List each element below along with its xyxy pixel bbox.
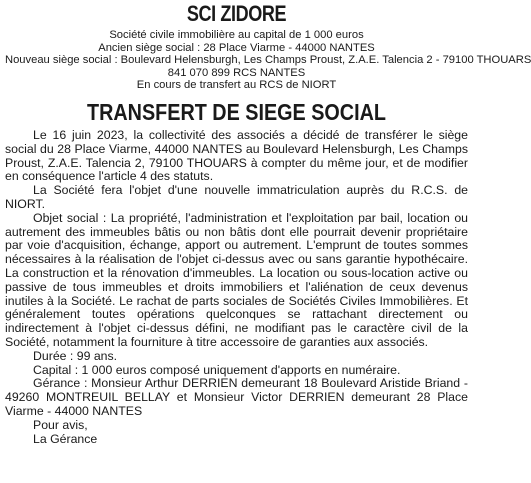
new-registered-office: Nouveau siège social : Boulevard Helensburgh, Les Champs Proust, Z.A.E. Talencia 2 - 79100 THOUARS — [5, 54, 531, 67]
paragraph-management: Gérance : Monsieur Arthur DERRIEN demeurant 18 Boulevard Aristide Briand - 49260 MONTREUIL BELLAY et Monsieur Victor DERRIEN demeurant 28 Place Viarme - 44000 NANTES — [5, 376, 468, 418]
paragraph-duration: Durée : 99 ans. — [33, 348, 118, 363]
closing-line: Pour avis, — [33, 417, 88, 432]
company-legal-form: Société civile immobilière au capital de 1 000 euros — [109, 29, 364, 41]
notice-heading: TRANSFERT DE SIEGE SOCIAL — [87, 98, 386, 125]
notice-body — [5, 129, 468, 446]
company-header — [5, 29, 531, 92]
company-name: SCI ZIDORE — [186, 1, 287, 26]
former-registered-office: Ancien siège social : 28 Place Viarme - 44000 NANTES — [98, 41, 375, 54]
legal-notice — [0, 1, 531, 483]
paragraph-capital: Capital : 1 000 euros composé uniquement d'apports en numéraire. — [33, 362, 401, 377]
rcs-number: 841 070 899 RCS NANTES — [167, 66, 306, 79]
paragraph-corporate-purpose: Objet social : La propriété, l'administration et l'exploitation par bail, location ou autrement des immeubles bâtis ou non bâtis dont elle pourrait devenir propriétaire par voie d'acquisition, échange, apport ou autrement. L'emprunt de toutes sommes nécessaires à la réalisation de l'objet ci-dessus avec ou sans garantie hypothécaire. La construction et la rénovation d'immeubles. La location ou sous-location active ou passive de tous immeubles et droits immobiliers et l'aliénation de ceux devenus inutiles à la Société. Le rachat de parts sociales de Sociétés Civiles Immobilières. Et généralement toutes opérations quelconques se rattachant directement ou indirectement à l'objet ci-dessus défini, ne modifiant pas le caractère civil de la Société, notamment la fourniture à titre accessoire de garanties aux associés. — [5, 210, 468, 349]
paragraph-registration: La Société fera l'objet d'une nouvelle immatriculation auprès du R.C.S. de NIORT. — [5, 183, 468, 211]
signature: La Gérance — [33, 431, 98, 446]
paragraph-decision: Le 16 juin 2023, la collectivité des associés a décidé de transférer le siège social du 28 Place Viarme, 44000 NANTES au Boulevard Helensburgh, Les Champs Proust, Z.A.E. Talencia 2, 79100 THOUARS à compter du même jour, et de modifier en conséquence l'article 4 des statuts. — [5, 127, 468, 184]
rcs-transfer-status: En cours de transfert au RCS de NIORT — [136, 79, 337, 92]
